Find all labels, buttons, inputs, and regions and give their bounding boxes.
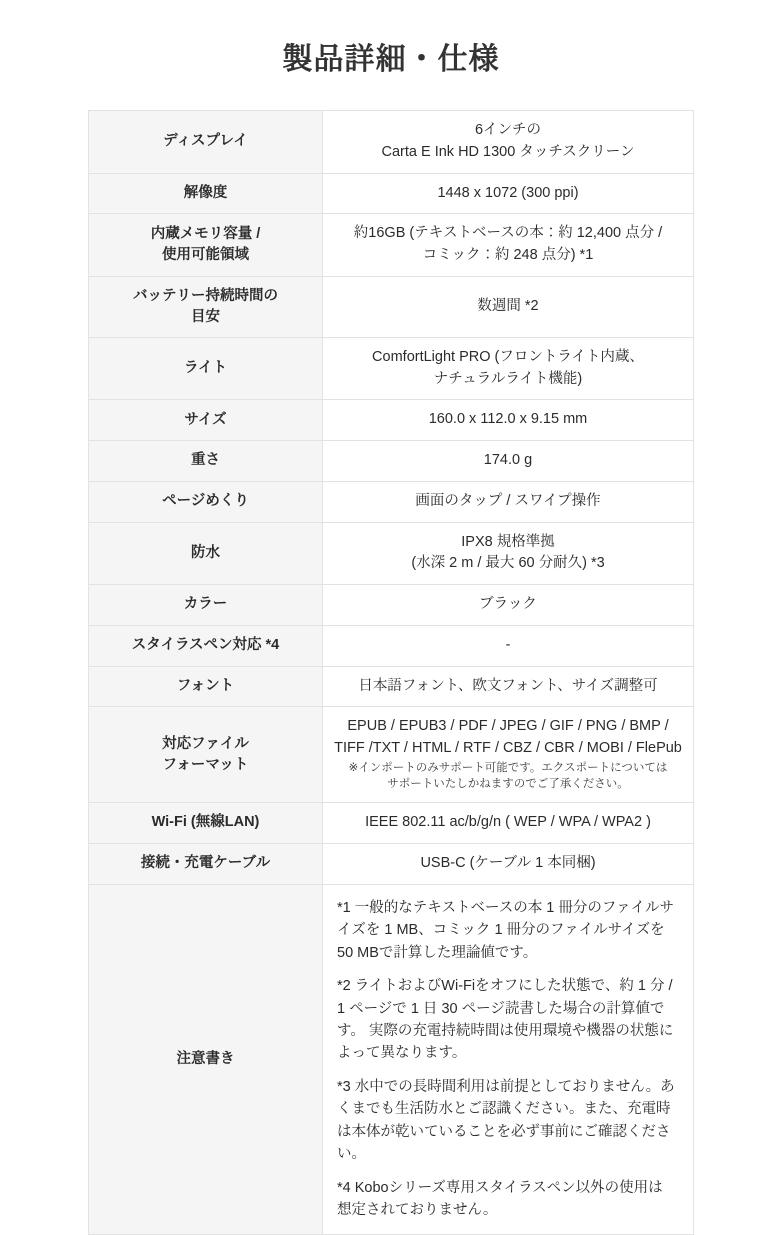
spec-value-cell [323, 276, 694, 337]
spec-value-line: 160.0 x 112.0 x 9.15 mm [428, 411, 588, 428]
spec-value-line: IEEE 802.11 ac/b/g/n ( WEP / WPA / WPA2 ) [365, 814, 651, 831]
spec-label-line: カラー [183, 596, 228, 613]
spec-value-cell [323, 111, 694, 174]
spec-label-line: 重さ [191, 452, 220, 469]
spec-value-line: 1448 x 1072 (300 ppi) [437, 184, 579, 201]
spec-label-line: 内蔵メモリ容量 / [150, 225, 261, 242]
spec-value-line: IPX8 規格準拠 [461, 533, 555, 550]
spec-value-line: ComfortLight PRO (フロントライト内蔵、 [372, 348, 644, 365]
spec-label-line: 接続・充電ケーブル [140, 855, 271, 872]
spec-label-line: Wi-Fi (無線LAN) [151, 814, 260, 831]
spec-value-cell [323, 214, 694, 277]
table-row [89, 400, 694, 441]
spec-value-line: 画面のタップ / スワイプ操作 [415, 492, 601, 509]
spec-value-line: ブラック [479, 596, 537, 613]
notes-label-cell: 注意書き [89, 884, 323, 1234]
spec-label-line: 解像度 [183, 184, 228, 201]
spec-label-line: ページめくり [162, 493, 249, 510]
spec-label-cell [89, 441, 323, 482]
spec-label-line: スタイラスペン対応 *4 [131, 637, 280, 654]
table-row [89, 173, 694, 214]
spec-value-cell [323, 441, 694, 482]
spec-value-line: USB-C (ケーブル 1 本同梱) [420, 854, 596, 871]
spec-label-cell [89, 522, 323, 585]
spec-value-line: TIFF /TXT / HTML / RTF / CBZ / CBR / MOBI / FlePub [334, 740, 682, 757]
table-row [89, 803, 694, 844]
spec-label-cell [89, 803, 323, 844]
spec-label-line: バッテリー持続時間の [133, 287, 278, 304]
footnote-paragraph: *1 一般的なテキストベースの本 1 冊分のファイルサイズを 1 MB、コミック 1 冊分のファイルサイズを 50 MBで計算した理論値です。 [337, 899, 675, 961]
spec-label-cell [89, 337, 323, 400]
spec-label-line: 対応ファイル [162, 735, 249, 752]
spec-label-cell [89, 707, 323, 803]
spec-label-cell [89, 666, 323, 707]
spec-label-cell [89, 214, 323, 277]
table-row-notes [89, 884, 694, 1234]
spec-label-cell [89, 481, 323, 522]
spec-label-line: サイズ [184, 411, 227, 428]
spec-value-line: - [505, 636, 511, 653]
spec-value-line: (水深 2 m / 最大 60 分耐久) *3 [411, 555, 605, 572]
table-row [89, 666, 694, 707]
spec-label-cell [89, 173, 323, 214]
spec-table-container [88, 110, 694, 1235]
spec-value-note-line: ※インポートのみサポート可能です。エクスポートについては [348, 761, 668, 774]
footnote-paragraph: *3 水中での長時間利用は前提としておりません。あくまでも生活防水とご認識ください。また、充電時は本体が乾いていることを必ず事前にご確認ください。 [337, 1078, 675, 1163]
spec-value-cell [323, 803, 694, 844]
table-row [89, 522, 694, 585]
spec-label-cell [89, 843, 323, 884]
spec-label-cell [89, 276, 323, 337]
spec-value-line: EPUB / EPUB3 / PDF / JPEG / GIF / PNG / BMP / [347, 718, 669, 735]
table-row [89, 276, 694, 337]
table-row [89, 625, 694, 666]
notes-value-cell [323, 884, 694, 1234]
spec-value-cell [323, 666, 694, 707]
spec-value-cell [323, 522, 694, 585]
spec-value-cell [323, 843, 694, 884]
spec-value-line: 6インチの [474, 122, 542, 138]
spec-value-cell [323, 337, 694, 400]
spec-value-cell [323, 707, 694, 803]
spec-label-cell [89, 625, 323, 666]
footnote-paragraph: *4 Koboシリーズ専用スタイラスペン以外の使用は想定されておりません。 [337, 1179, 663, 1219]
table-row [89, 214, 694, 277]
spec-table-body [89, 111, 694, 1235]
table-row [89, 843, 694, 884]
spec-value-line: 約16GB (テキストベースの本：約 12,400 点分 / [353, 225, 663, 242]
spec-value-cell [323, 400, 694, 441]
spec-label-line: フォント [176, 677, 235, 694]
table-row [89, 585, 694, 626]
spec-value-note-line: サポートいたしかねますのでご了承ください。 [387, 778, 629, 791]
table-row [89, 441, 694, 482]
spec-label-line: 防水 [191, 544, 220, 561]
spec-value-cell [323, 625, 694, 666]
spec-label-line: フォーマット [162, 756, 249, 773]
spec-value-line: コミック：約 248 点分) *1 [422, 247, 594, 263]
spec-value-line: Carta E Ink HD 1300 タッチスクリーン [381, 143, 635, 160]
spec-value-line: ナチュラルライト機能) [433, 370, 583, 387]
spec-value-cell [323, 585, 694, 626]
spec-value-cell [323, 481, 694, 522]
spec-value-cell [323, 173, 694, 214]
table-row [89, 481, 694, 522]
spec-label-line: ライト [183, 360, 228, 377]
spec-value-line: 日本語フォント、欧文フォント、サイズ調整可 [358, 677, 658, 694]
spec-label-line: 目安 [191, 308, 220, 325]
table-row [89, 111, 694, 174]
spec-value-line: 174.0 g [483, 452, 533, 469]
spec-label-line: ディスプレイ [163, 133, 248, 150]
product-specification-table [88, 110, 694, 1235]
table-row [89, 707, 694, 803]
spec-value-line: 数週間 *2 [477, 297, 539, 314]
footnote-paragraph: *2 ライトおよびWi-Fiをオフにした状態で、約 1 分 / 1 ページで 1 日 30 ページ読書した場合の計算値です。 実際の充電持続時間は使用環境や機器の状態によって異なります。 [337, 978, 674, 1062]
spec-label-cell [89, 111, 323, 174]
spec-label-cell [89, 400, 323, 441]
table-row [89, 337, 694, 400]
spec-label-line: 使用可能領域 [162, 247, 249, 263]
page-title: 製品詳細・仕様 [282, 43, 500, 76]
spec-label-cell [89, 585, 323, 626]
